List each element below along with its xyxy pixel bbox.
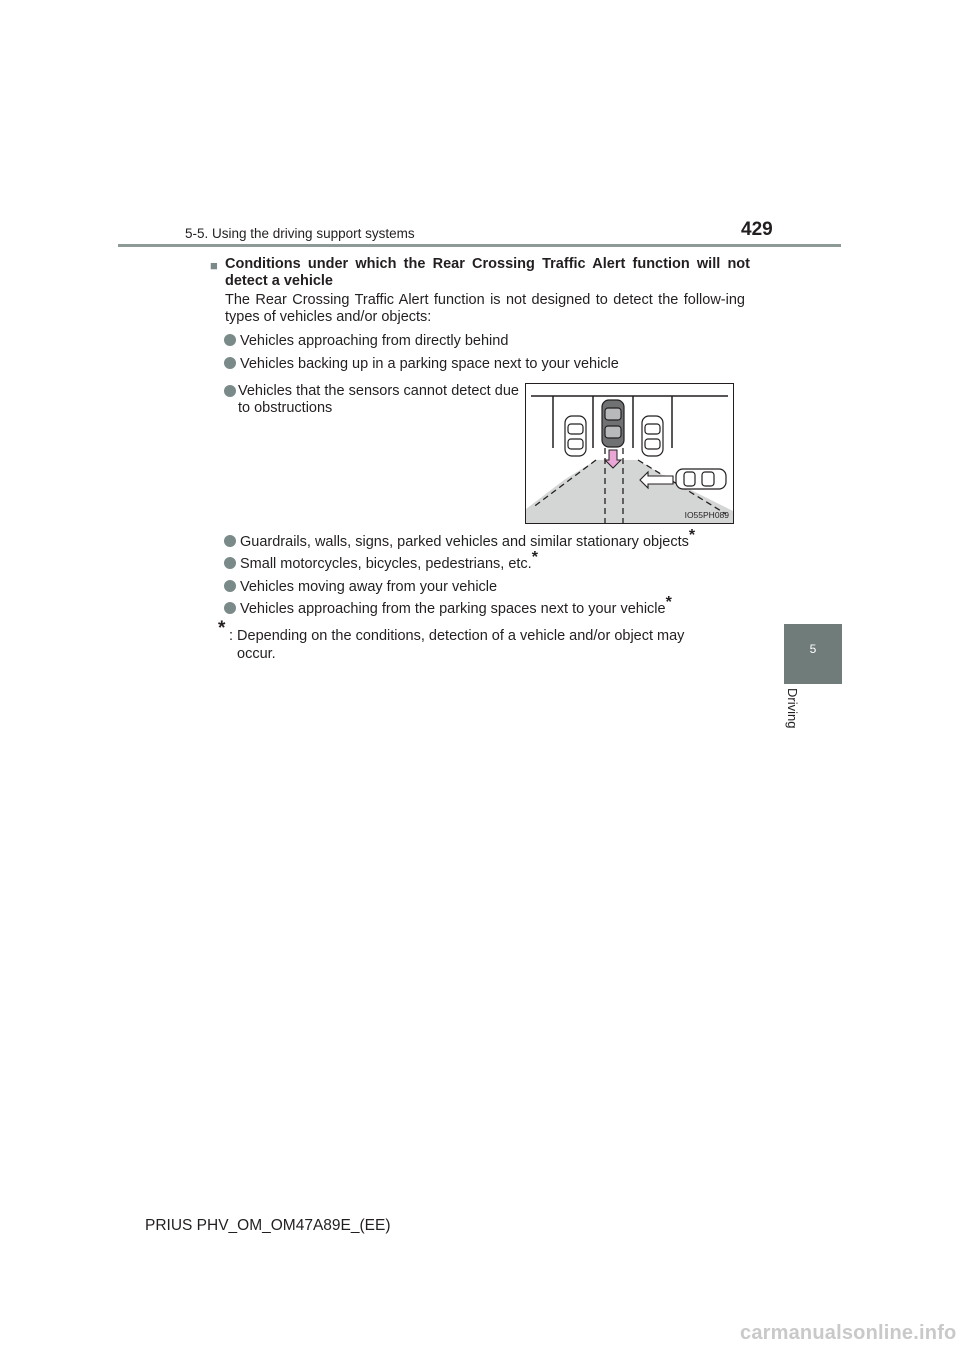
chapter-tab xyxy=(784,624,842,684)
list-item-text: Small motorcycles, bicycles, pedestrians, etc. xyxy=(240,556,532,572)
section-heading: Conditions under which the Rear Crossing Traffic Alert function will not detect a vehicle xyxy=(225,256,750,289)
document-id: PRIUS PHV_OM_OM47A89E_(EE) xyxy=(145,1217,391,1234)
list-item-text: Vehicles approaching from the parking spaces next to your vehicle xyxy=(240,601,666,617)
footnote-text: : Depending on the conditions, detection of a vehicle and/or object may xyxy=(229,628,685,644)
list-item xyxy=(224,527,696,551)
bullet-dot-icon xyxy=(224,385,236,397)
chapter-label: Driving xyxy=(785,688,800,729)
list-item xyxy=(224,333,508,350)
intro-paragraph: The Rear Crossing Traffic Alert function is not designed to detect the follow-ing types of vehicles and/or objects: xyxy=(225,292,745,325)
bullet-dot-icon xyxy=(224,334,236,346)
bullet-dot-icon xyxy=(224,357,236,369)
bullet-dot-icon xyxy=(224,580,236,592)
list-item xyxy=(224,383,519,417)
list-item xyxy=(224,549,538,573)
bullet-dot-icon xyxy=(224,535,236,547)
list-item xyxy=(224,579,497,596)
footnote-marker: * xyxy=(531,549,538,566)
header-divider xyxy=(118,244,841,247)
list-item-text: Guardrails, walls, signs, parked vehicles and similar stationary objects xyxy=(240,534,689,550)
list-item-text: Vehicles moving away from your vehicle xyxy=(240,579,498,595)
footnote-star: * xyxy=(218,618,226,639)
square-bullet-icon: ■ xyxy=(210,258,218,273)
list-item-text: Vehicles approaching from directly behind xyxy=(240,333,509,349)
list-item xyxy=(224,594,672,618)
list-item-text: Vehicles backing up in a parking space next to your vehicle xyxy=(240,356,619,372)
parking-diagram xyxy=(525,383,734,524)
chapter-number: 5 xyxy=(809,642,817,656)
section-title: 5-5. Using the driving support systems xyxy=(185,226,415,241)
watermark: carmanualsonline.info xyxy=(740,1322,957,1344)
footnote-marker: * xyxy=(688,527,696,544)
footnote-marker: * xyxy=(665,594,672,611)
bullet-dot-icon xyxy=(224,557,236,569)
figure-code: IO55PH089 xyxy=(684,510,729,520)
footnote-text-continued: occur. xyxy=(237,646,276,662)
parking-diagram-illustration xyxy=(526,384,733,523)
page-number: 429 xyxy=(741,219,773,240)
bullet-dot-icon xyxy=(224,602,236,614)
list-item-text: Vehicles that the sensors cannot detect due to obstructions xyxy=(238,383,519,416)
list-item xyxy=(224,356,619,373)
